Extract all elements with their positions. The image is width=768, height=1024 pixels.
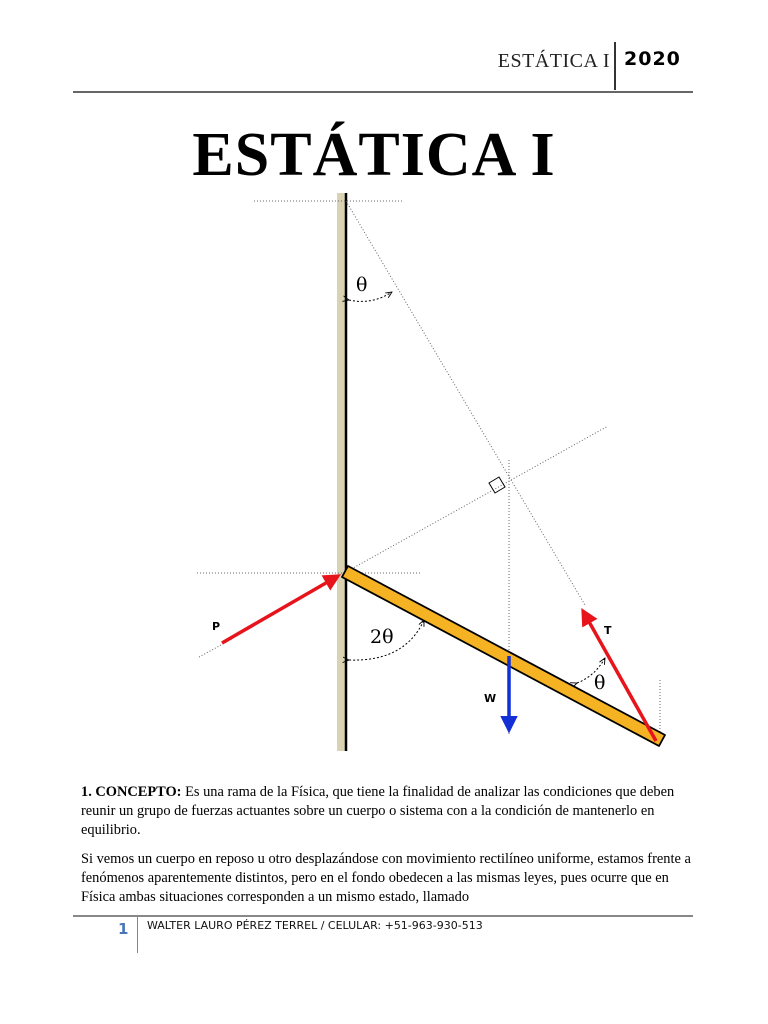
- theta-top-label: θ: [356, 274, 368, 296]
- force-p-arrow: [222, 576, 338, 643]
- footer-rule: [73, 915, 693, 917]
- force-p-label: P: [212, 620, 221, 633]
- theta-bottom-label: θ: [594, 672, 606, 694]
- force-w-label: W: [484, 692, 497, 705]
- wall: [337, 193, 346, 751]
- bar: [342, 566, 665, 746]
- guide-rope-line: [346, 201, 585, 605]
- right-angle-marker: [489, 477, 505, 493]
- guide-perpendicular: [346, 426, 608, 572]
- two-theta-label: 2θ: [370, 626, 394, 648]
- page-number: 1: [118, 920, 129, 938]
- footer-divider: [137, 917, 138, 953]
- paragraph-equilibrium: Si vemos un cuerpo en reposo u otro desplazándose con movimiento rectilíneo uniforme, estamos frente a fenómenos aparentemente distintos, pero en el fondo obedecen a las mismas leyes, pues ocurre que en Física ambas situaciones corresponden a un mismo estado, llamado: [81, 851, 691, 905]
- force-t-label: T: [604, 624, 612, 637]
- header-year: 2020: [624, 48, 681, 70]
- body-text: [81, 783, 691, 917]
- concept-heading: 1. CONCEPTO:: [81, 784, 182, 800]
- paragraph-concept: [81, 783, 691, 840]
- concept-text: Es una rama de la Física, que tiene la finalidad de analizar las condiciones que deben reunir un grupo de fuerzas actuantes sobre un cuerpo o sistema con a la condición de mantenerlo en equilibrio.: [81, 784, 675, 838]
- header-title: ESTÁTICA I: [497, 50, 610, 72]
- page-title: ESTÁTICA I: [192, 121, 556, 189]
- footer-author: WALTER LAURO PÉREZ TERREL / CELULAR: +51-963-930-513: [147, 919, 483, 932]
